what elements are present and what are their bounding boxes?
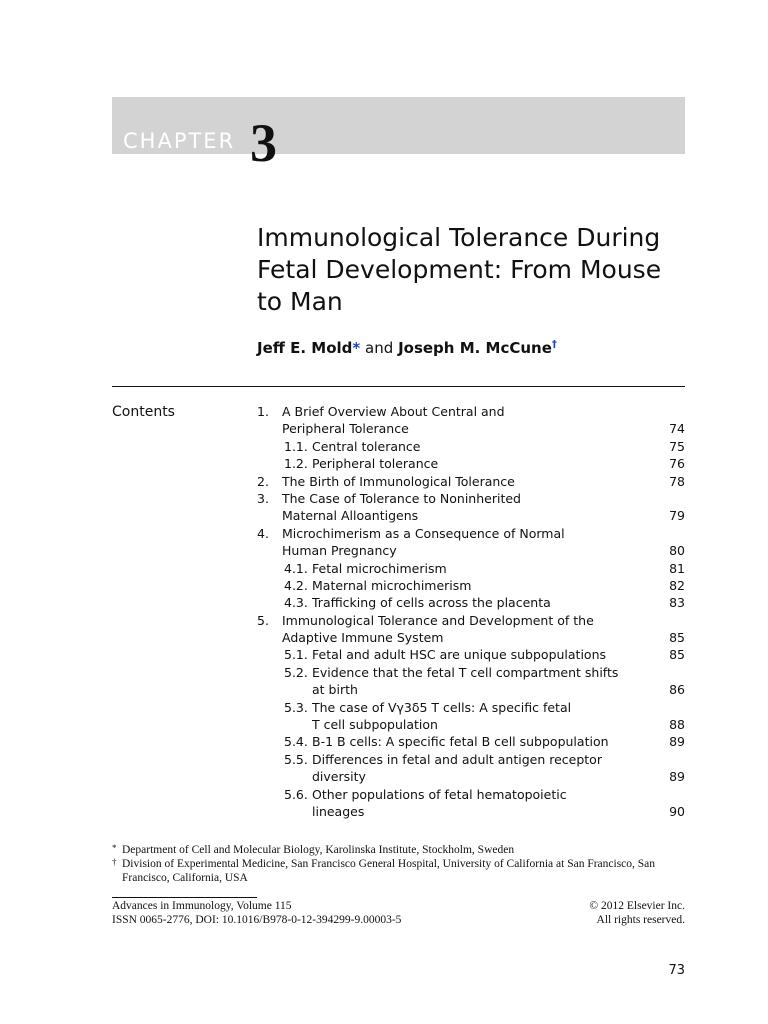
toc-entry-page: 86	[669, 682, 685, 698]
toc-entry-page: 89	[669, 734, 685, 750]
toc-entry-title: Central tolerance	[312, 438, 421, 454]
toc-entry-title: at birth	[312, 682, 358, 698]
toc-entry-title: Evidence that the fetal T cell compartment shifts	[312, 664, 619, 680]
author-conjunction: and	[365, 339, 394, 357]
toc-entry[interactable]	[257, 473, 687, 490]
toc-entry-number: 5.4.	[284, 734, 308, 750]
toc-entry-number: 5.1.	[284, 647, 308, 663]
toc-entry[interactable]	[257, 560, 687, 577]
toc-entry-number: 3.	[257, 490, 269, 506]
toc-entry-number: 2.	[257, 473, 269, 489]
toc-entry[interactable]	[257, 629, 687, 646]
toc-entry-number: 1.	[257, 404, 269, 419]
toc-entry-title: T cell subpopulation	[312, 717, 438, 733]
toc-entry[interactable]	[257, 612, 687, 629]
table-of-contents	[257, 403, 687, 820]
contents-heading: Contents	[112, 404, 175, 420]
toc-entry-title: Immunological Tolerance and Development of the	[282, 612, 594, 628]
toc-entry-title: The case of Vγ3δ5 T cells: A specific fetal	[312, 699, 572, 715]
title-line: Fetal Development: From Mouse	[257, 255, 662, 284]
toc-entry[interactable]	[257, 751, 687, 768]
toc-entry[interactable]	[257, 577, 687, 594]
toc-entry[interactable]	[257, 455, 687, 472]
page-number: 73	[668, 963, 685, 978]
toc-entry-number: 5.6.	[284, 786, 308, 802]
toc-entry-title: lineages	[312, 803, 365, 819]
toc-entry[interactable]	[257, 768, 687, 785]
toc-entry-page: 83	[669, 595, 685, 611]
toc-entry-page: 82	[669, 577, 685, 593]
footnote	[112, 857, 692, 885]
toc-entry-title: Fetal microchimerism	[312, 560, 447, 576]
toc-entry[interactable]	[257, 681, 687, 698]
toc-entry-number: 1.1.	[284, 438, 308, 454]
toc-entry-page: 85	[669, 630, 685, 646]
toc-entry[interactable]	[257, 403, 687, 420]
toc-entry-page: 88	[669, 717, 685, 733]
toc-entry[interactable]	[257, 664, 687, 681]
toc-entry-page: 74	[669, 421, 685, 437]
toc-entry-page: 75	[669, 438, 685, 454]
title-line: to Man	[257, 287, 343, 316]
toc-entry-title: Differences in fetal and adult antigen receptor	[312, 751, 602, 767]
toc-entry-title: Human Pregnancy	[282, 543, 397, 559]
issn-doi: ISSN 0065-2776, DOI: 10.1016/B978-0-12-394299-9.00003-5	[112, 914, 402, 926]
footnote	[112, 843, 692, 857]
toc-entry-page: 79	[669, 508, 685, 524]
title-line: Immunological Tolerance During	[257, 223, 661, 252]
toc-entry[interactable]	[257, 803, 687, 820]
footnote-text: Division of Experimental Medicine, San Francisco General Hospital, University of California at San Francisco, San Francisco, California, USA	[122, 858, 656, 884]
affiliation-mark[interactable]: *	[352, 339, 361, 357]
chapter-label: CHAPTER	[123, 129, 236, 153]
toc-entry-title: Other populations of fetal hematopoietic	[312, 786, 567, 802]
toc-entry-title: The Case of Tolerance to Noninherited	[282, 490, 521, 506]
toc-entry-title: Fetal and adult HSC are unique subpopulations	[312, 647, 607, 663]
footnote-symbol: *	[112, 843, 117, 853]
publication-right	[589, 899, 685, 927]
toc-entry[interactable]	[257, 699, 687, 716]
toc-entry-title: Microchimerism as a Consequence of Normal	[282, 525, 565, 541]
publication-left	[112, 899, 401, 927]
toc-entry-number: 5.	[257, 612, 269, 628]
chapter-number: 3	[250, 113, 277, 173]
toc-entry-number: 5.3.	[284, 699, 308, 715]
toc-entry-page: 89	[669, 769, 685, 785]
toc-entry-page: 76	[669, 456, 685, 472]
toc-entry-page: 90	[669, 803, 685, 819]
toc-entry-number: 4.2.	[284, 577, 308, 593]
toc-entry-title: Maternal microchimerism	[312, 577, 472, 593]
footnotes	[112, 843, 692, 885]
toc-entry[interactable]	[257, 438, 687, 455]
footnote-symbol: †	[112, 857, 117, 867]
toc-entry-page: 85	[669, 647, 685, 663]
toc-entry-number: 4.1.	[284, 560, 308, 576]
section-divider	[112, 386, 685, 387]
copyright: © 2012 Elsevier Inc.	[589, 900, 685, 912]
author-name: Joseph M. McCune	[398, 339, 552, 357]
toc-entry-page: 81	[669, 560, 685, 576]
toc-entry[interactable]	[257, 490, 687, 507]
author-name: Jeff E. Mold	[257, 339, 353, 357]
footnote-text: Department of Cell and Molecular Biology, Karolinska Institute, Stockholm, Sweden	[122, 844, 515, 856]
toc-entry-title: Maternal Alloantigens	[282, 508, 419, 524]
toc-entry[interactable]	[257, 542, 687, 559]
toc-entry-title: The Birth of Immunological Tolerance	[282, 473, 515, 489]
series-volume: Advances in Immunology, Volume 115	[112, 900, 292, 912]
toc-entry-page: 80	[669, 543, 685, 559]
toc-entry-number: 4.	[257, 525, 269, 541]
toc-entry-title: Peripheral tolerance	[312, 456, 439, 472]
chapter-title	[257, 222, 697, 318]
toc-entry-number: 5.5.	[284, 751, 308, 767]
toc-entry-title: Trafficking of cells across the placenta	[312, 595, 551, 611]
affiliation-mark[interactable]: †	[551, 339, 557, 350]
toc-entry[interactable]	[257, 594, 687, 611]
toc-entry-title: Peripheral Tolerance	[282, 421, 409, 437]
toc-entry-number: 1.2.	[284, 456, 308, 472]
toc-entry-number: 5.2.	[284, 664, 308, 680]
toc-entry-title: diversity	[312, 769, 366, 785]
toc-entry-title: A Brief Overview About Central and	[282, 404, 505, 419]
toc-entry[interactable]	[257, 733, 687, 750]
rights-statement: All rights reserved.	[596, 914, 685, 926]
author-line	[257, 339, 557, 357]
toc-entry[interactable]	[257, 525, 687, 542]
toc-entry-page: 78	[669, 473, 685, 489]
toc-entry-title: Adaptive Immune System	[282, 630, 444, 646]
toc-entry[interactable]	[257, 786, 687, 803]
toc-entry-title: B-1 B cells: A specific fetal B cell subpopulation	[312, 734, 609, 750]
toc-entry[interactable]	[257, 646, 687, 663]
toc-entry-number: 4.3.	[284, 595, 308, 611]
footer-divider	[112, 897, 257, 898]
toc-entry[interactable]	[257, 507, 687, 524]
toc-entry[interactable]	[257, 716, 687, 733]
toc-entry[interactable]	[257, 420, 687, 437]
